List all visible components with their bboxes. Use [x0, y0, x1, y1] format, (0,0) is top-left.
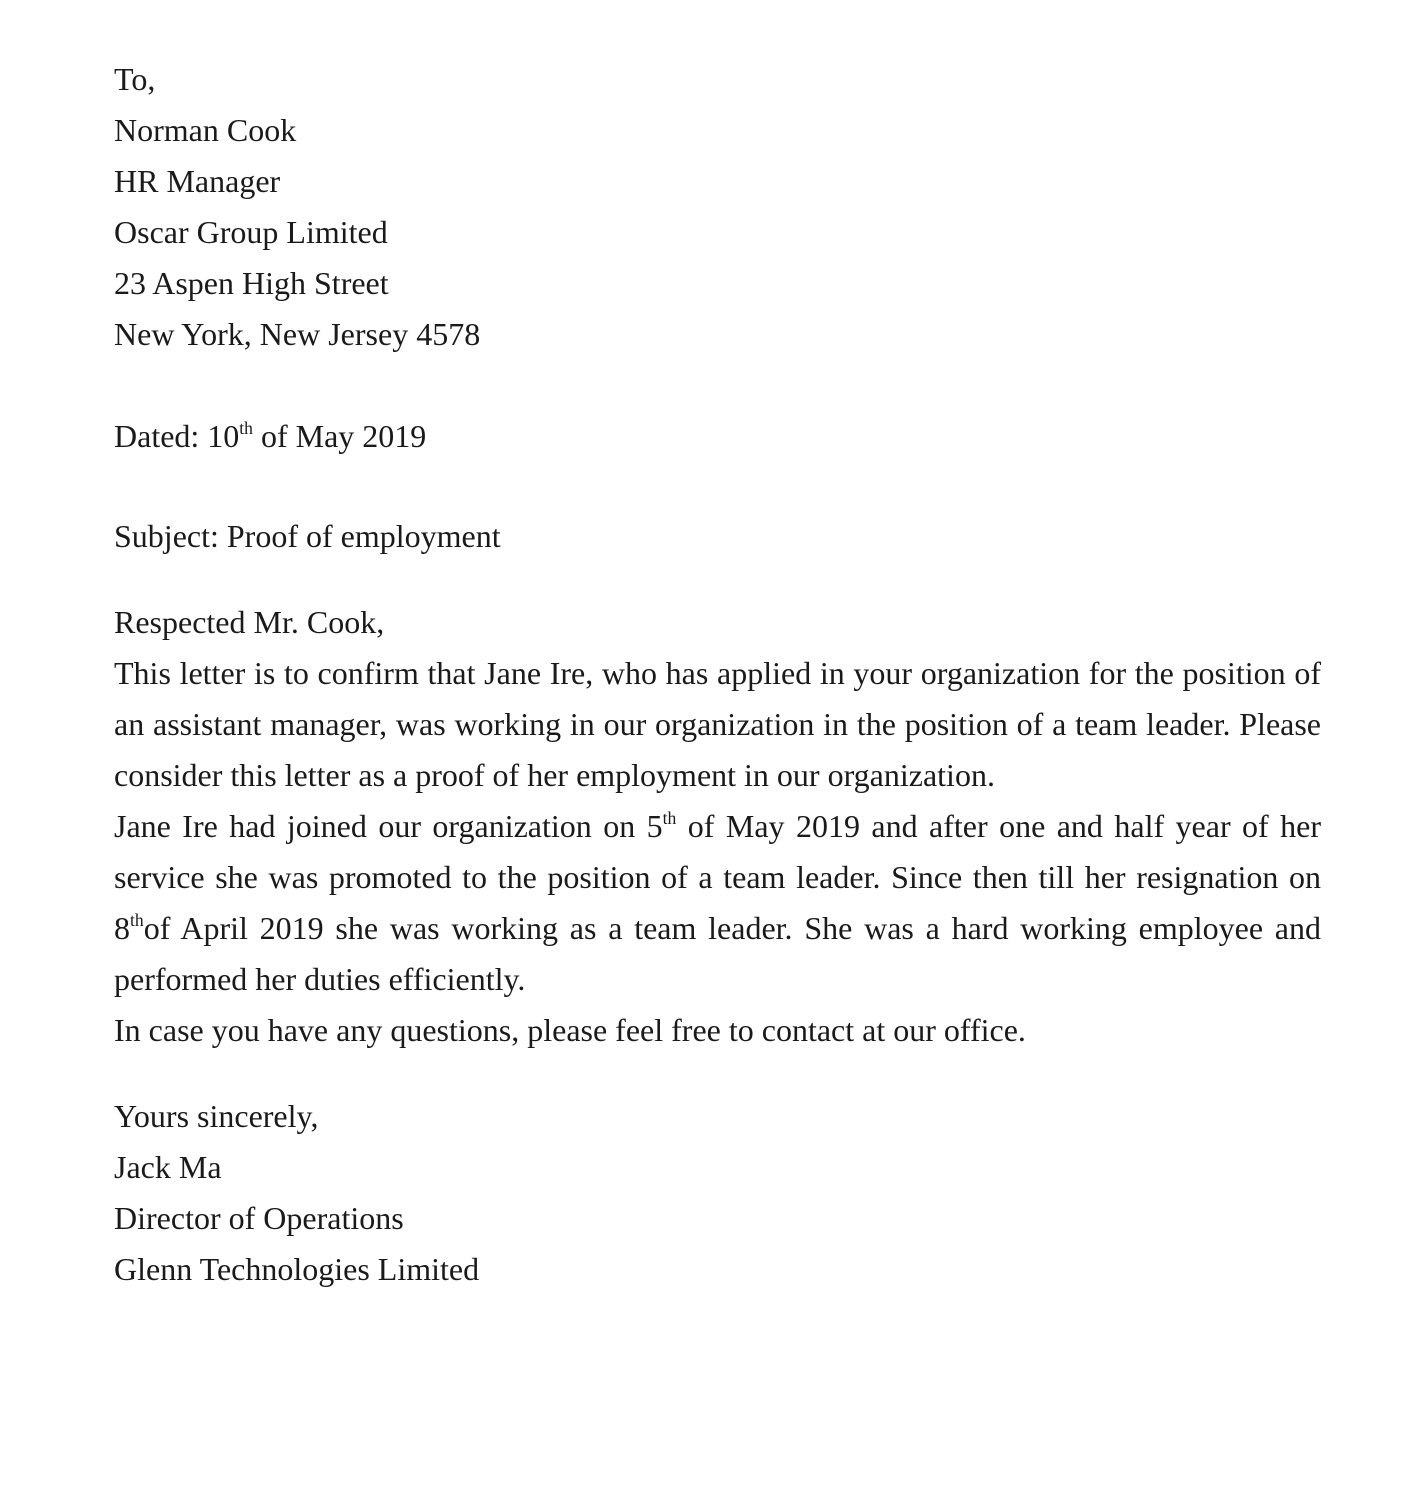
recipient-block — [114, 54, 1321, 360]
date-suffix: of May 2019 — [252, 418, 427, 454]
letter — [114, 54, 1321, 1295]
recipient-street: 23 Aspen High Street — [114, 265, 389, 301]
greeting-text: Respected Mr. Cook, — [114, 604, 385, 640]
subject-line — [114, 511, 1321, 562]
recipient-title: HR Manager — [114, 163, 281, 199]
valediction: Yours sincerely, — [114, 1098, 319, 1134]
subject-text: Subject: Proof of employment — [114, 518, 501, 554]
signer-company: Glenn Technologies Limited — [114, 1251, 480, 1287]
date-line — [114, 411, 1321, 462]
signer-title: Director of Operations — [114, 1200, 404, 1236]
signer-name: Jack Ma — [114, 1149, 222, 1185]
recipient-city: New York, New Jersey 4578 — [114, 316, 481, 352]
closing-block — [114, 1091, 1321, 1295]
body-paragraph-2 — [114, 801, 1321, 1005]
date-ordinal: th — [239, 417, 253, 438]
body-paragraph-1: This letter is to confirm that Jane Ire, who has applied in your organization for the position of an assistant manager, was working in our organization in the position of a team leader. Please consider this letter as a proof of her employment in our organization. — [114, 655, 1321, 793]
recipient-name: Norman Cook — [114, 112, 297, 148]
date-prefix: Dated: 10 — [114, 418, 240, 454]
paragraph2-ordinal-1: th — [662, 807, 677, 828]
paragraph2-part2: of May 2019 and after one and half year of her service she was promoted to the position of a team leader. Since then till her resignation on 8 — [114, 808, 1321, 946]
greeting-line — [114, 597, 1321, 648]
paragraph2-part3: of April 2019 she was working as a team leader. She was a hard working employee and performed her duties efficiently. — [114, 910, 1321, 997]
paragraph2-ordinal-2: th — [130, 909, 144, 930]
to-label: To, — [114, 61, 156, 97]
body-paragraph-3: In case you have any questions, please feel free to contact at our office. — [114, 1012, 1026, 1048]
paragraph2-part1: Jane Ire had joined our organization on 5 — [114, 808, 663, 844]
recipient-company: Oscar Group Limited — [114, 214, 388, 250]
